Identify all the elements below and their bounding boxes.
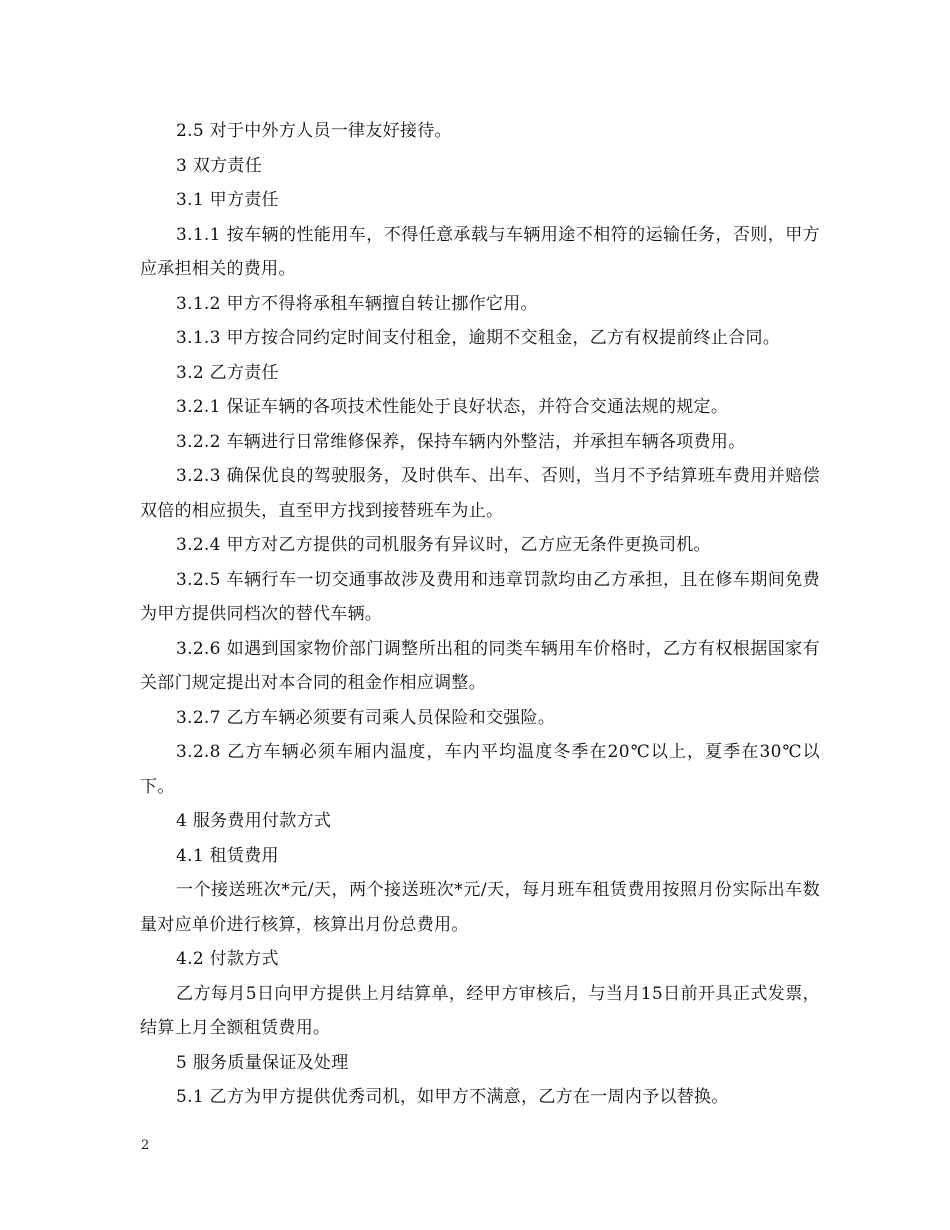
paragraph-3-1-1: 3.1.1 按车辆的性能用车，不得任意承载与车辆用途不相符的运输任务，否则，甲方应承担相关的费用。 (140, 224, 820, 279)
document-body (140, 114, 820, 1115)
paragraph-3-2-4: 3.2.4 甲方对乙方提供的司机服务有异议时，乙方应无条件更换司机。 (176, 535, 711, 555)
paragraph-2-5: 2.5 对于中外方人员一律友好接待。 (176, 121, 452, 141)
heading-4: 4 服务费用付款方式 (176, 811, 332, 831)
paragraph-3-2-2: 3.2.2 车辆进行日常维修保养，保持车辆内外整洁，并承担车辆各项费用。 (176, 431, 746, 452)
paragraph-3-2-8: 3.2.8 乙方车辆必须车厢内温度，车内平均温度冬季在20℃以上，夏季在30℃以下。 (140, 742, 820, 797)
heading-3: 3 双方责任 (176, 155, 263, 176)
paragraph-4-2-body: 乙方每月5日向甲方提供上月结算单，经甲方审核后，与当月15日前开具正式发票，结算上月全额租赁费用。 (140, 983, 820, 1038)
paragraph-3-2-3: 3.2.3 确保优良的驾驶服务，及时供车、出车、否则，当月不予结算班车费用并赔偿双倍的相应损失，直至甲方找到接替班车为止。 (140, 466, 820, 521)
heading-3-2: 3.2 乙方责任 (176, 362, 279, 383)
heading-4-1: 4.1 租赁费用 (176, 845, 279, 866)
heading-5: 5 服务质量保证及处理 (176, 1052, 349, 1073)
paragraph-5-1: 5.1 乙方为甲方提供优秀司机，如甲方不满意，乙方在一周内予以替换。 (176, 1087, 729, 1107)
page-number: 2 (141, 1138, 150, 1153)
heading-3-1: 3.1 甲方责任 (176, 190, 279, 210)
heading-4-2: 4.2 付款方式 (176, 949, 279, 969)
paragraph-3-2-6: 3.2.6 如遇到国家物价部门调整所出租的同类车辆用车价格时，乙方有权根据国家有关部门规定提出对本合同的租金作相应调整。 (140, 638, 820, 693)
paragraph-3-1-2: 3.1.2 甲方不得将承租车辆擅自转让挪作它用。 (176, 293, 538, 314)
paragraph-4-1-body: 一个接送班次*元/天，两个接送班次*元/天，每月班车租赁费用按照月份实际出车数量对应单价进行核算，核算出月份总费用。 (140, 880, 820, 935)
paragraph-3-1-3: 3.1.3 甲方按合同约定时间支付租金，逾期不交租金，乙方有权提前终止合同。 (176, 328, 781, 348)
paragraph-3-2-7: 3.2.7 乙方车辆必须要有司乘人员保险和交强险。 (176, 707, 556, 728)
paragraph-3-2-5: 3.2.5 车辆行车一切交通事故涉及费用和违章罚款均由乙方承担，且在修车期间免费为甲方提供同档次的替代车辆。 (140, 569, 820, 624)
paragraph-3-2-1: 3.2.1 保证车辆的各项技术性能处于良好状态，并符合交通法规的规定。 (176, 397, 729, 417)
